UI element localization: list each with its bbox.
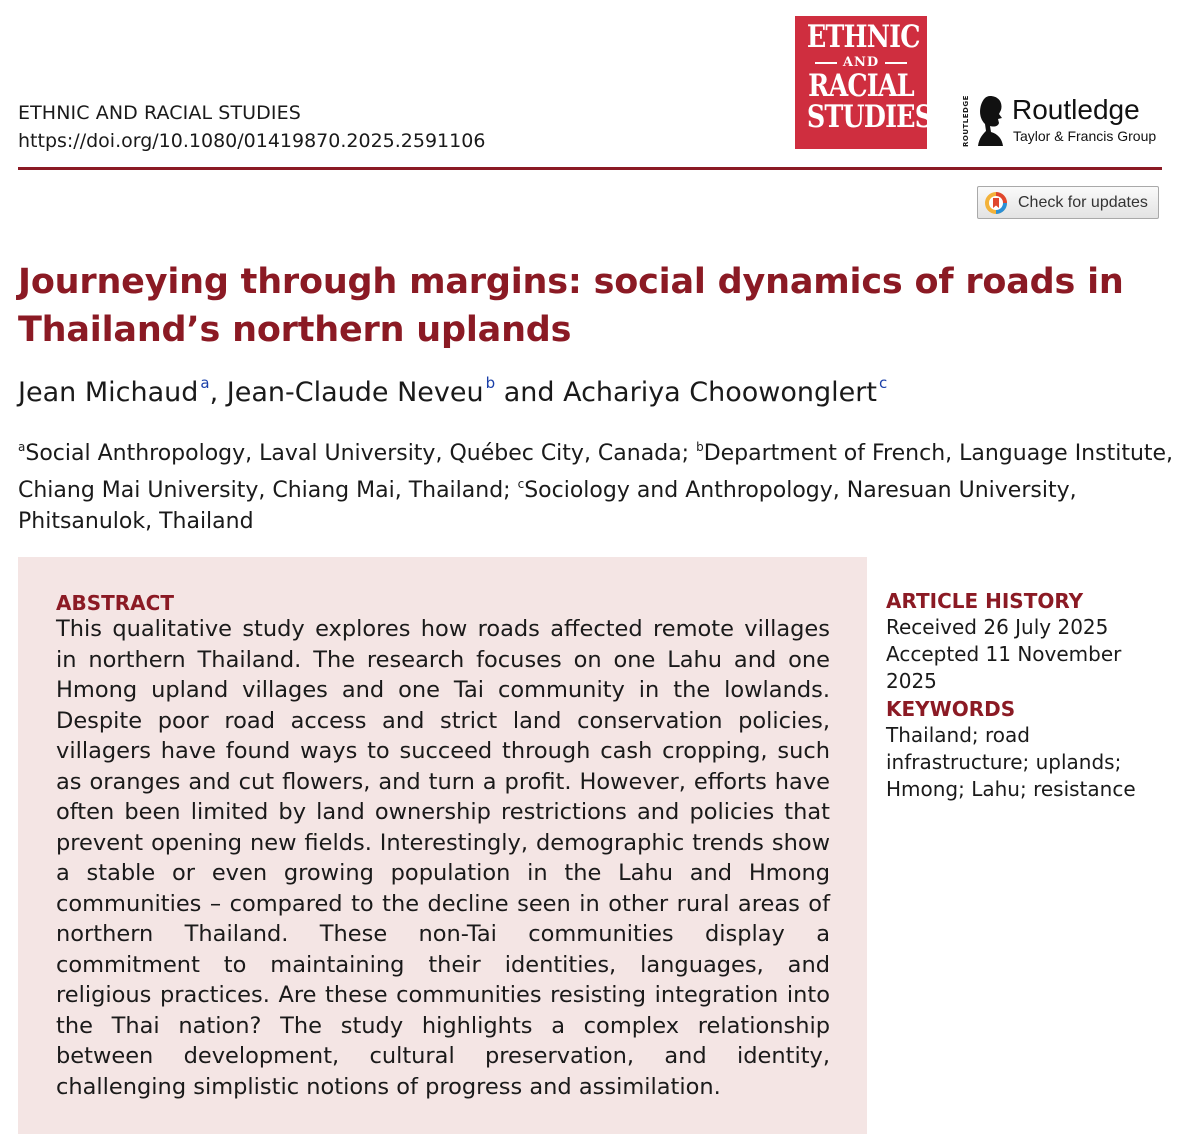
author-separator: and (495, 377, 564, 408)
publisher-logo[interactable] (962, 92, 1167, 150)
received-date: Received 26 July 2025 (886, 615, 1109, 639)
author-name[interactable]: Jean-Claude Neveu (226, 377, 484, 408)
logo-line-racial: RACIAL (808, 68, 914, 104)
author-separator: , (209, 377, 227, 408)
article-history (886, 588, 1176, 695)
header-divider (18, 167, 1162, 170)
check-updates-icon (984, 191, 1008, 215)
journal-logo[interactable] (795, 16, 933, 149)
check-for-updates-label: Check for updates (1018, 193, 1148, 211)
abstract-panel (18, 557, 867, 1134)
publisher-name: Routledge (1012, 94, 1140, 125)
accepted-date: Accepted 11 November 2025 (886, 642, 1122, 693)
author-name[interactable]: Achariya Choowonglert (563, 377, 877, 408)
keywords-heading: KEYWORDS (886, 697, 1016, 721)
publisher-vertical-text: ROUTLEDGE (962, 95, 970, 147)
routledge-head-icon (976, 94, 1006, 148)
affiliation-text: Social Anthropology, Laval University, Québec City, Canada; (25, 441, 697, 466)
author-affiliation-mark[interactable]: a (200, 374, 210, 392)
affiliations (18, 432, 1178, 537)
publisher-subtitle: Taylor & Francis Group (1013, 128, 1157, 144)
abstract-text: This qualitative study explores how roads affected remote villages in northern Thailand. The research focuses on one Lahu and one Hmong upland villages and one Tai community in the lowlands. Despite poor road access and strict land conservation policies, villagers have found ways to succeed through cash cropping, such as oranges and cut flowers, and turn a profit. However, efforts have often been limited by land ownership restrictions and policies that prevent opening new fields. Interestingly, demographic trends show a stable or even growing population in the Lahu and Hmong communities – compared to the decline seen in other rural areas of northern Thailand. These non-Tai communities display a commitment to maintaining their identities, languages, and religious practices. Are these communities resisting integration into the Thai nation? The study highlights a complex relationship between development, cultural preservation, and identity, challenging simplistic notions of progress and assimilation. (56, 616, 830, 1100)
journal-name: ETHNIC AND RACIAL STUDIES (18, 102, 301, 124)
logo-line-studies: STUDIES (806, 99, 933, 135)
logo-line-and: AND (795, 56, 927, 69)
keywords-section (886, 696, 1176, 803)
affiliation-text: Sociology and Anthropology, Naresuan University, Phitsanulok, Thailand (18, 478, 1077, 534)
author-affiliation-mark[interactable]: b (485, 374, 496, 392)
affiliation-text: Department of French, Language Institute, Chiang Mai University, Chiang Mai, Thailand; (18, 441, 1174, 503)
affiliation-mark: b (696, 440, 704, 454)
affiliation-mark: a (18, 440, 26, 454)
doi-link[interactable]: https://doi.org/10.1080/01419870.2025.2591106 (18, 130, 486, 152)
author-affiliation-mark[interactable]: c (878, 374, 888, 392)
logo-line-ethnic: ETHNIC (806, 19, 920, 55)
author-name[interactable]: Jean Michaud (18, 377, 199, 408)
affiliation-mark: c (517, 477, 525, 491)
author-list (18, 374, 887, 408)
article-title: Journeying through margins: social dynamics of roads in Thailand’s northern uplands (18, 262, 1124, 350)
abstract-heading: ABSTRACT (56, 591, 174, 615)
article-history-heading: ARTICLE HISTORY (886, 589, 1084, 613)
keywords-list: Thailand; road infrastructure; uplands; Hmong; Lahu; resistance (886, 723, 1136, 801)
check-for-updates-button[interactable] (977, 186, 1159, 219)
